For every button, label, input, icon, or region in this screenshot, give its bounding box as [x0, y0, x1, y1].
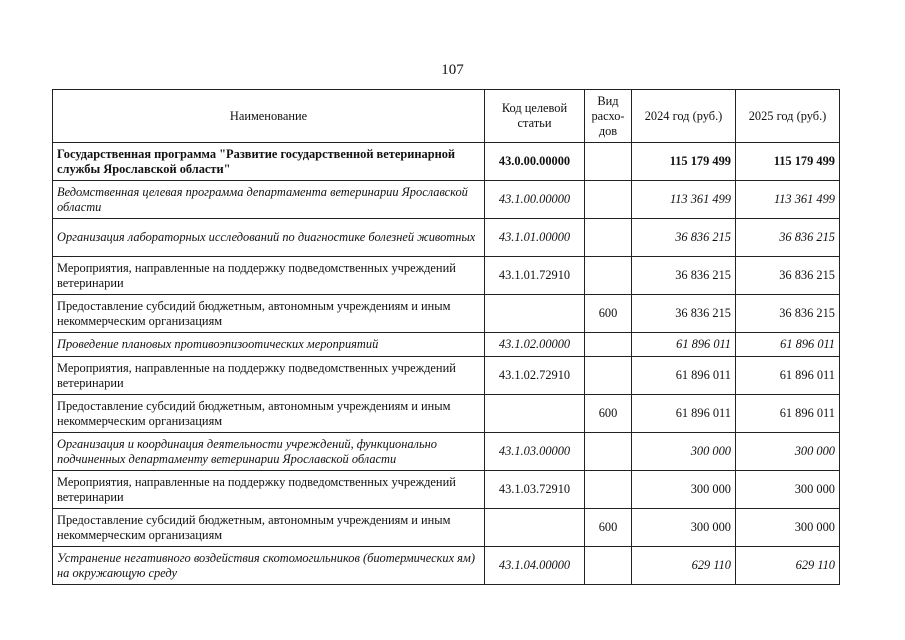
table-row [53, 471, 840, 509]
budget-table [52, 89, 840, 585]
row-code: 43.1.02.00000 [485, 333, 585, 357]
row-2025: 36 836 215 [736, 295, 840, 333]
row-2025: 61 896 011 [736, 333, 840, 357]
row-2024: 113 361 499 [632, 181, 736, 219]
row-2025: 629 110 [736, 547, 840, 585]
row-name: Организация и координация деятельности учреждений, функционально подчиненных департаменту ветеринарии Ярославской области [53, 433, 485, 471]
table-row [53, 181, 840, 219]
row-name: Мероприятия, направленные на поддержку подведомственных учреждений ветеринарии [53, 471, 485, 509]
row-kind: 600 [585, 509, 632, 547]
row-2024: 61 896 011 [632, 357, 736, 395]
header-2025: 2025 год (руб.) [736, 90, 840, 143]
row-code: 43.0.00.00000 [485, 143, 585, 181]
row-code [485, 295, 585, 333]
table-row [53, 509, 840, 547]
row-name: Проведение плановых противоэпизоотических мероприятий [53, 333, 485, 357]
row-code: 43.1.03.00000 [485, 433, 585, 471]
row-2024: 300 000 [632, 433, 736, 471]
row-kind [585, 357, 632, 395]
row-code: 43.1.01.00000 [485, 219, 585, 257]
row-kind [585, 143, 632, 181]
row-name: Мероприятия, направленные на поддержку подведомственных учреждений ветеринарии [53, 357, 485, 395]
row-name: Государственная программа "Развитие государственной ветеринарной службы Ярославской области" [53, 143, 485, 181]
row-kind [585, 219, 632, 257]
row-2024: 36 836 215 [632, 295, 736, 333]
row-2024: 36 836 215 [632, 219, 736, 257]
row-code [485, 395, 585, 433]
table-row [53, 333, 840, 357]
row-kind [585, 257, 632, 295]
row-2024: 36 836 215 [632, 257, 736, 295]
header-kind: Вид расхо-дов [585, 90, 632, 143]
row-name: Предоставление субсидий бюджетным, автономным учреждениям и иным некоммерческим организациям [53, 395, 485, 433]
row-2025: 300 000 [736, 471, 840, 509]
row-code: 43.1.04.00000 [485, 547, 585, 585]
row-kind: 600 [585, 295, 632, 333]
table-row [53, 357, 840, 395]
row-code: 43.1.02.72910 [485, 357, 585, 395]
header-2024: 2024 год (руб.) [632, 90, 736, 143]
table-row [53, 295, 840, 333]
row-2024: 61 896 011 [632, 395, 736, 433]
table-row [53, 257, 840, 295]
row-name: Устранение негативного воздействия скотомогильников (биотермических ям) на окружающую среду [53, 547, 485, 585]
row-kind: 600 [585, 395, 632, 433]
row-2024: 61 896 011 [632, 333, 736, 357]
row-kind [585, 333, 632, 357]
page-number: 107 [441, 62, 464, 78]
table-row [53, 219, 840, 257]
table-row [53, 547, 840, 585]
row-code [485, 509, 585, 547]
row-code: 43.1.00.00000 [485, 181, 585, 219]
row-2025: 300 000 [736, 433, 840, 471]
row-kind [585, 181, 632, 219]
table-row [53, 395, 840, 433]
row-2024: 115 179 499 [632, 143, 736, 181]
row-2025: 36 836 215 [736, 219, 840, 257]
header-name: Наименование [53, 90, 485, 143]
row-code: 43.1.03.72910 [485, 471, 585, 509]
row-2025: 300 000 [736, 509, 840, 547]
row-name: Организация лабораторных исследований по диагностике болезней животных [53, 219, 485, 257]
table-header-row [53, 90, 840, 143]
row-name: Предоставление субсидий бюджетным, автономным учреждениям и иным некоммерческим организациям [53, 295, 485, 333]
row-2025: 115 179 499 [736, 143, 840, 181]
row-2025: 61 896 011 [736, 357, 840, 395]
row-kind [585, 547, 632, 585]
row-2025: 113 361 499 [736, 181, 840, 219]
row-2025: 36 836 215 [736, 257, 840, 295]
row-kind [585, 471, 632, 509]
header-code: Код целевой статьи [485, 90, 585, 143]
row-2024: 300 000 [632, 471, 736, 509]
table-row [53, 143, 840, 181]
row-2024: 629 110 [632, 547, 736, 585]
table-row [53, 433, 840, 471]
row-code: 43.1.01.72910 [485, 257, 585, 295]
row-2025: 61 896 011 [736, 395, 840, 433]
row-kind [585, 433, 632, 471]
row-name: Мероприятия, направленные на поддержку подведомственных учреждений ветеринарии [53, 257, 485, 295]
row-name: Ведомственная целевая программа департамента ветеринарии Ярославской области [53, 181, 485, 219]
row-2024: 300 000 [632, 509, 736, 547]
row-name: Предоставление субсидий бюджетным, автономным учреждениям и иным некоммерческим организациям [53, 509, 485, 547]
